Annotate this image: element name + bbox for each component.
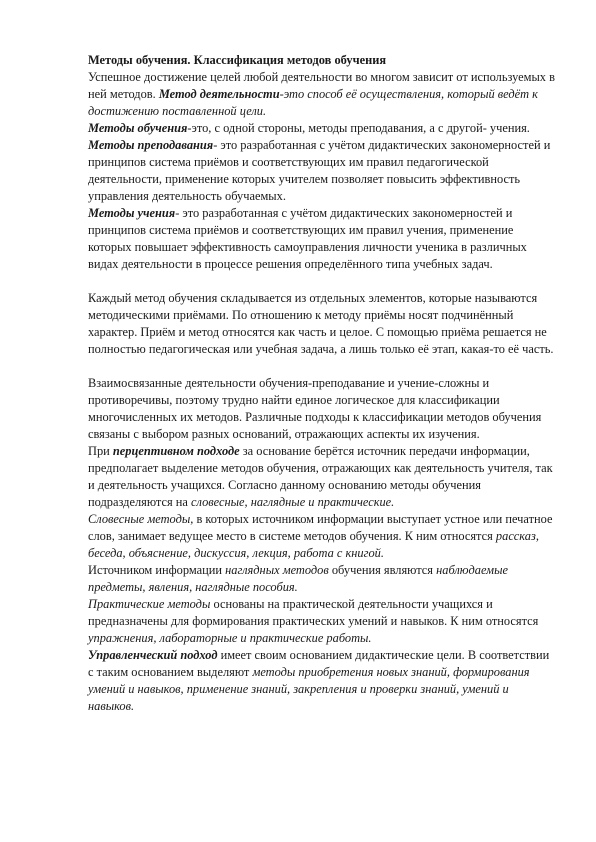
paragraph-techniques: Каждый метод обучения складывается из отдельных элементов, которые называются методическими приёмами. По отношению к методу приёмы носят подчинённый характер. Приём и метод относятся как часть и целое. С помощью приёма решается не полностью педагогическая или учебная задача, а лишь только её этап, какая-то её часть. <box>88 291 554 356</box>
term-learning-methods: Методы учения <box>88 206 176 220</box>
term-teaching-methods: Методы обучения <box>88 121 188 135</box>
document-page <box>88 52 556 715</box>
spacer <box>88 273 556 290</box>
term-managerial-approach: Управленческий подход <box>88 648 218 662</box>
paragraph-classification: Взаимосвязанные деятельности обучения-преподавание и учение-сложны и противоречивы, поэтому трудно найти единое логическое для классификации многочисленных их методов. Различные подходы к классификации методов обучения связаны с выбором разных оснований, отражающих аспекты их изучения. <box>88 376 542 441</box>
term-practical-methods: Практические методы <box>88 597 211 611</box>
paragraph-intro: Успешное достижение целей любой деятельности во многом зависит от используемых в ней методов. Метод деятельности-это способ её осуществления, который ведёт к достижению поставленной цели. <box>88 70 555 118</box>
paragraph-perceptive-approach: При перцептивном подходе за основание берётся источник передачи информации, предполагает выделение методов обучения, отражающих как деятельность учителя, так и деятельность учащихся. Согласно данному основанию методы обучения подразделяются на словесные, наглядные и практические. <box>88 444 553 509</box>
paragraph-visual-methods: Источником информации наглядных методов обучения являются наблюдаемые предметы, явления, наглядные пособия. <box>88 563 508 594</box>
paragraph-teaching-methods: Методы обучения-это, с одной стороны, методы преподавания, а с другой- учения. Методы преподавания- это разработанная с учётом дидактических закономерностей и принципов система приёмов и соответствующих им правил педагогической деятельности, применение которых учителем позволяет повысить эффективность управления деятельность обучаемых. <box>88 121 551 203</box>
paragraph-verbal-methods: Словесные методы, в которых источником информации выступает устное или печатное слов, занимает ведущее место в системе методов обучения. К ним относятся рассказ, беседа, объяснение, дискуссия, лекция, работа с книгой. <box>88 512 553 560</box>
term-activity-method: Метод деятельности <box>158 87 280 101</box>
doc-title: Методы обучения. Классификация методов обучения <box>88 53 387 67</box>
term-instruction-methods: Методы преподавания <box>88 138 214 152</box>
paragraph-managerial-approach: Управленческий подход имеет своим основанием дидактические цели. В соответствии с таким основанием выделяют методы приобретения новых знаний, формирования умений и навыков, применение знаний, закрепления и проверки знаний, умений и навыков. <box>88 648 550 713</box>
paragraph-practical-methods: Практические методы основаны на практической деятельности учащихся и предназначены для формирования практических умений и навыков. К ним относятся упражнения, лабораторные и практические работы. <box>88 597 539 645</box>
term-verbal-methods: Словесные методы, <box>88 512 194 526</box>
spacer <box>88 358 556 375</box>
term-perceptive-approach: перцептивном подходе <box>112 444 240 458</box>
term-visual-methods: наглядных методов <box>225 563 329 577</box>
paragraph-learning-methods: Методы учения- это разработанная с учётом дидактических закономерностей и принципов система приёмов и соответствующих им правил учения, применение которых повышает эффективность самоуправления личности ученика в различных видах деятельности в процессе решения определённого типа учебных задач. <box>88 206 527 271</box>
